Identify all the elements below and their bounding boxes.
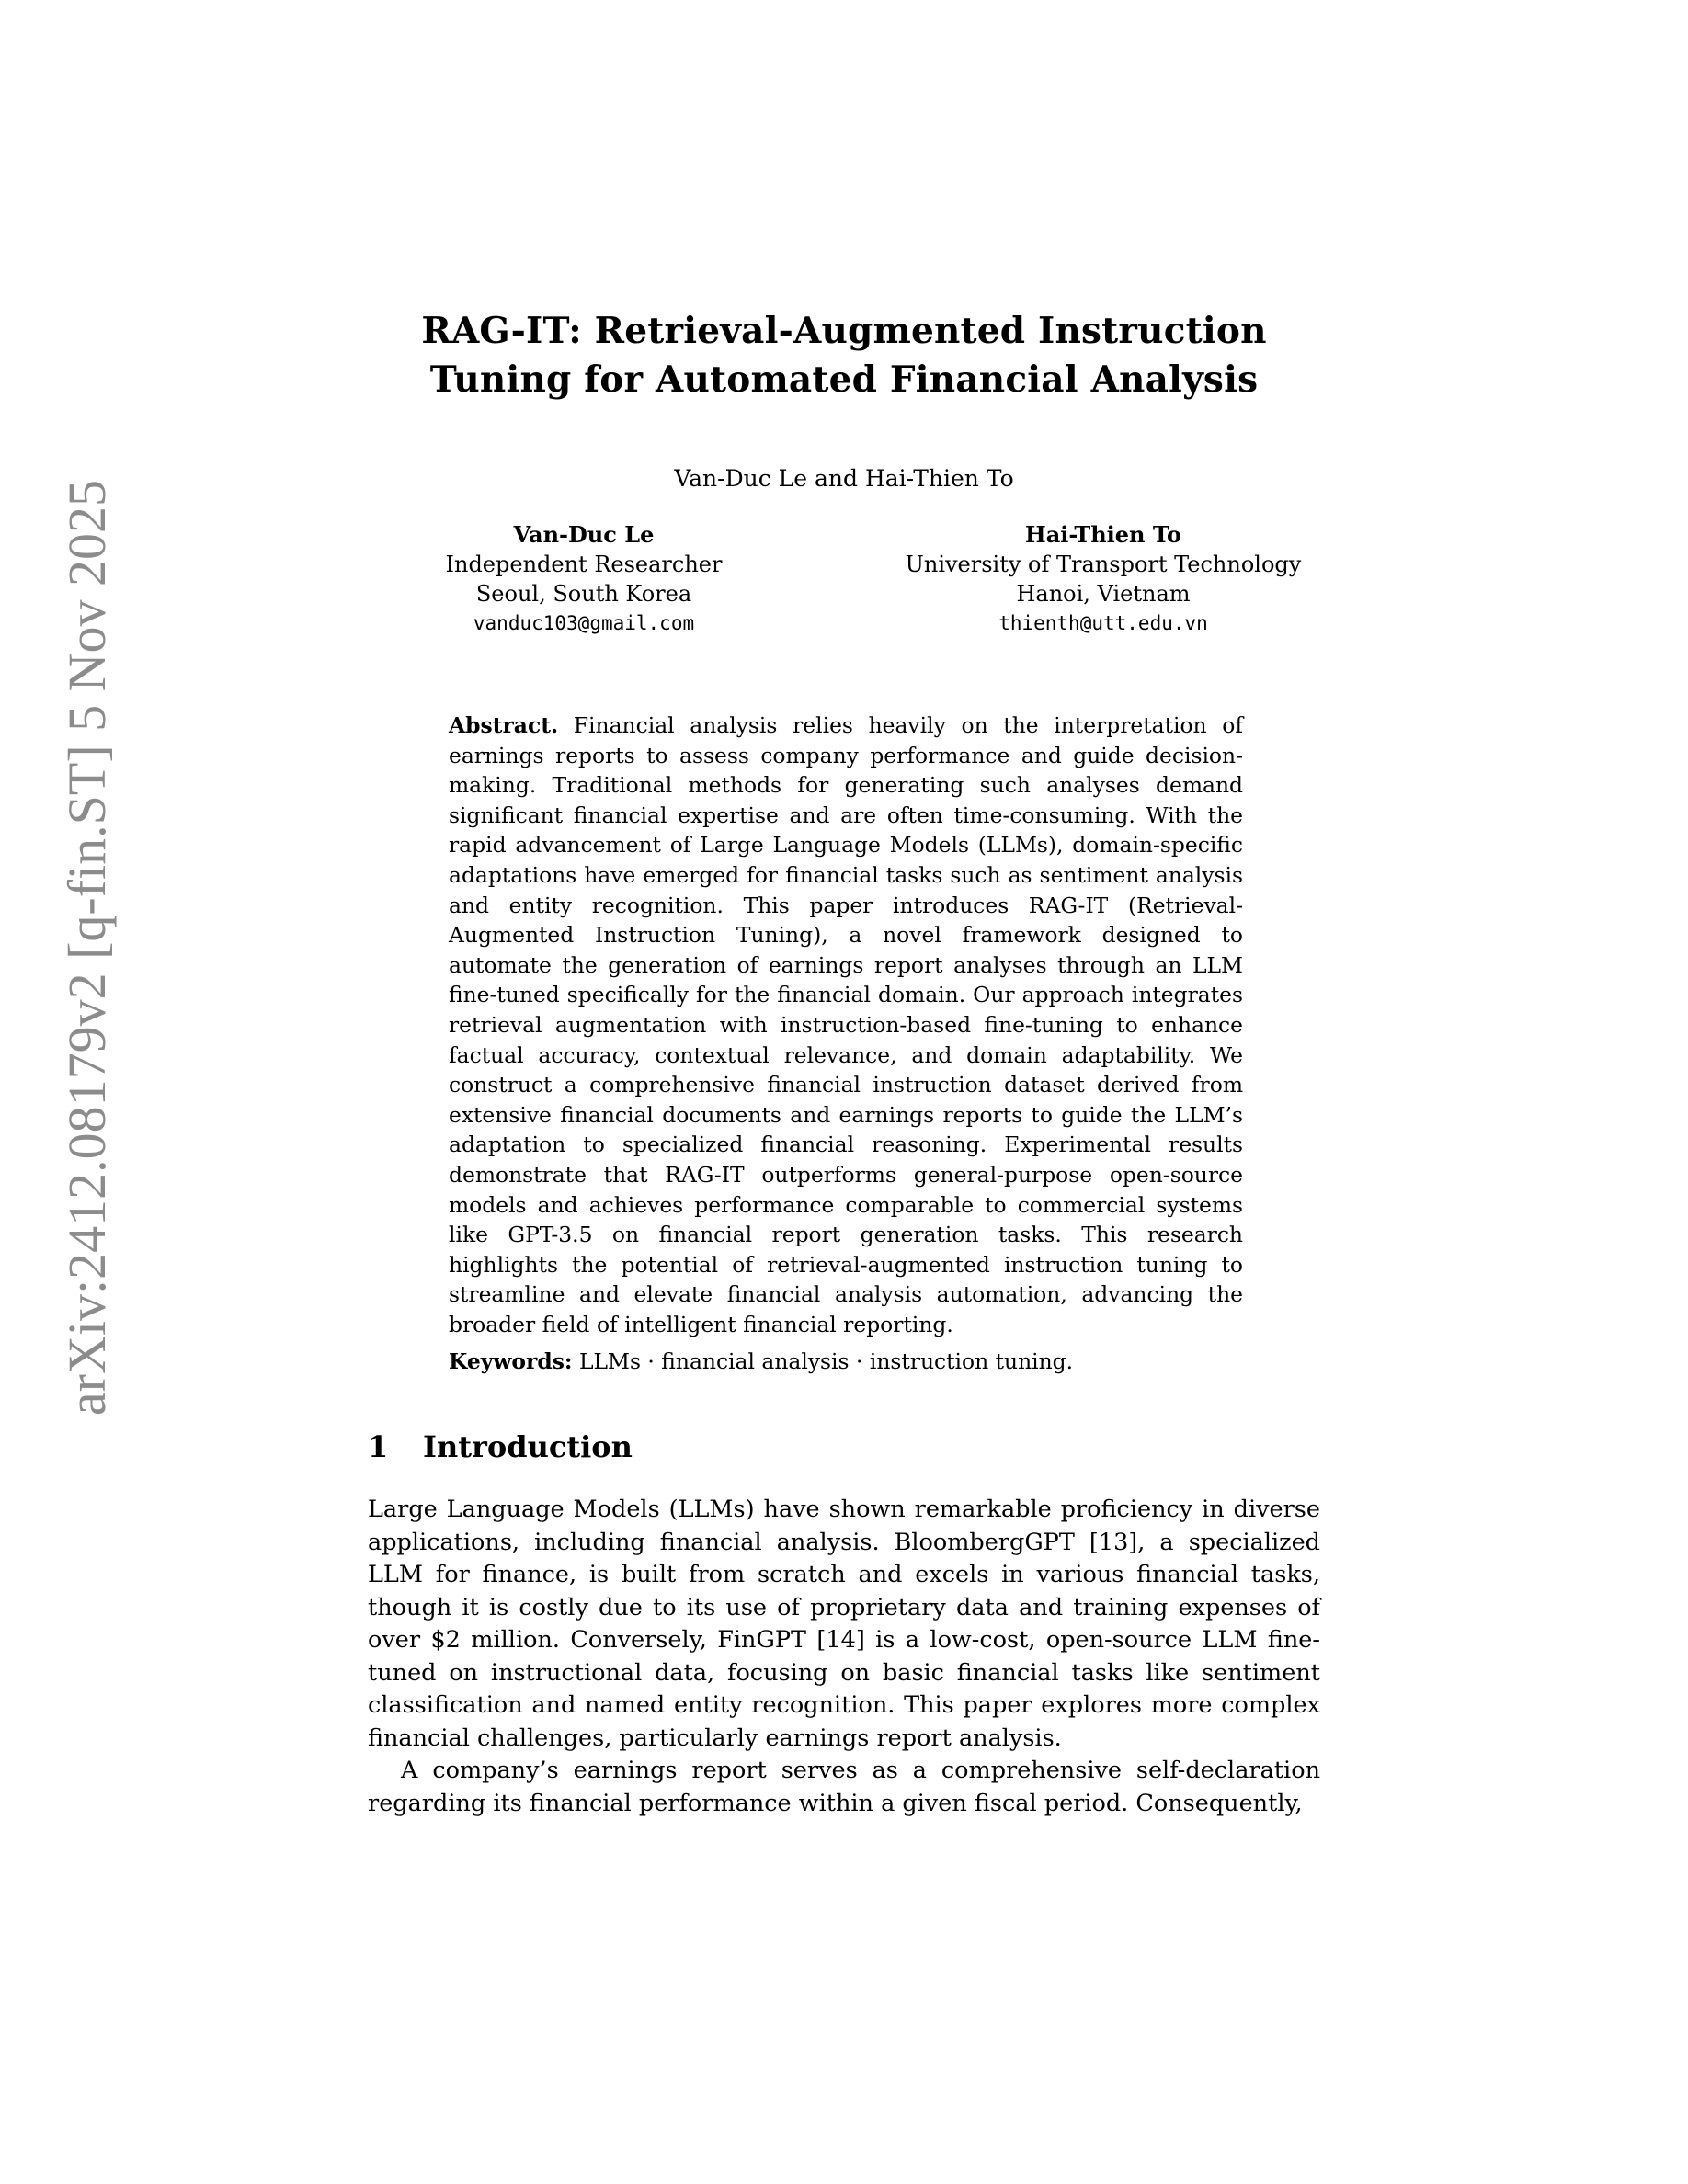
paper-title (368, 307, 1320, 404)
section-number: 1 (368, 1429, 389, 1464)
abstract-label: Abstract. (449, 712, 559, 738)
introduction-body (368, 1494, 1320, 1820)
author-email[interactable]: vanduc103@gmail.com (473, 612, 695, 634)
keywords (449, 1347, 1243, 1376)
body-paragraph: Large Language Models (LLMs) have shown remarkable proficiency in diverse applications, including financial analysis. BloombergGPT [13], a specialized LLM for finance, is built from scratch and excels in various financial tasks, though it is costly due to its use of proprietary data and training expenses of over $2 million. Conversely, FinGPT [14] is a low-cost, open-source LLM fine-tuned on instructional data, focusing on basic financial tasks like sentiment classification and named entity recognition. This paper explores more complex financial challenges, particularly earnings report analysis. (368, 1496, 1320, 1752)
arxiv-identifier-stamp: arXiv:2412.08179v2 [q-fin.ST] 5 Nov 2025 (57, 479, 117, 1416)
keywords-text: LLMs · financial analysis · instruction tuning. (578, 1348, 1074, 1374)
abstract-text: Financial analysis relies heavily on the interpretation of earnings reports to assess company performance and guide decision-making. Traditional methods for generating such analyses demand significant financial expertise and are often time-consuming. With the rapid advancement of Large Language Models (LLMs), domain-specific adaptations have emerged for financial tasks such as sentiment analysis and entity recognition. This paper introduces RAG-IT (Retrieval-Augmented Instruction Tuning), a novel framework designed to automate the generation of earnings report analyses through an LLM fine-tuned specifically for the financial domain. Our approach integrates retrieval augmentation with instruction-based fine-tuning to enhance factual accuracy, contextual relevance, and domain adaptability. We construct a comprehensive financial instruction dataset derived from extensive financial documents and earnings reports to guide the LLM’s adaptation to specialized financial reasoning. Experimental results demonstrate that RAG-IT outperforms general-purpose open-source models and achieves performance comparable to commercial systems like GPT-3.5 on financial report generation tasks. This research highlights the potential of retrieval-augmented instruction tuning to streamline and elevate financial analysis automation, advancing the broader field of intelligent financial reporting. (449, 712, 1243, 1337)
author-affiliation: Independent Researcher (445, 552, 723, 577)
section-title: Introduction (423, 1429, 633, 1464)
author-affiliation: University of Transport Technology (905, 552, 1302, 577)
author-block-1 (414, 520, 754, 638)
author-email[interactable]: thienth@utt.edu.vn (998, 612, 1208, 634)
author-location: Seoul, South Korea (475, 581, 692, 607)
section-heading-introduction (368, 1428, 1320, 1466)
author-line: Van-Duc Le and Hai-Thien To (674, 465, 1014, 492)
author-name: Van-Duc Le (513, 521, 655, 548)
title-line-2: Tuning for Automated Financial Analysis (429, 358, 1259, 401)
author-name: Hai-Thien To (1025, 521, 1181, 548)
body-paragraph: A company’s earnings report serves as a comprehensive self-declaration regarding its financial performance within a given fiscal period. Consequently, (368, 1757, 1320, 1817)
abstract (449, 711, 1243, 1339)
author-location: Hanoi, Vietnam (1016, 581, 1191, 607)
author-block-2 (883, 520, 1324, 638)
keywords-label: Keywords: (449, 1348, 573, 1374)
title-line-1: RAG-IT: Retrieval-Augmented Instruction (421, 310, 1267, 352)
